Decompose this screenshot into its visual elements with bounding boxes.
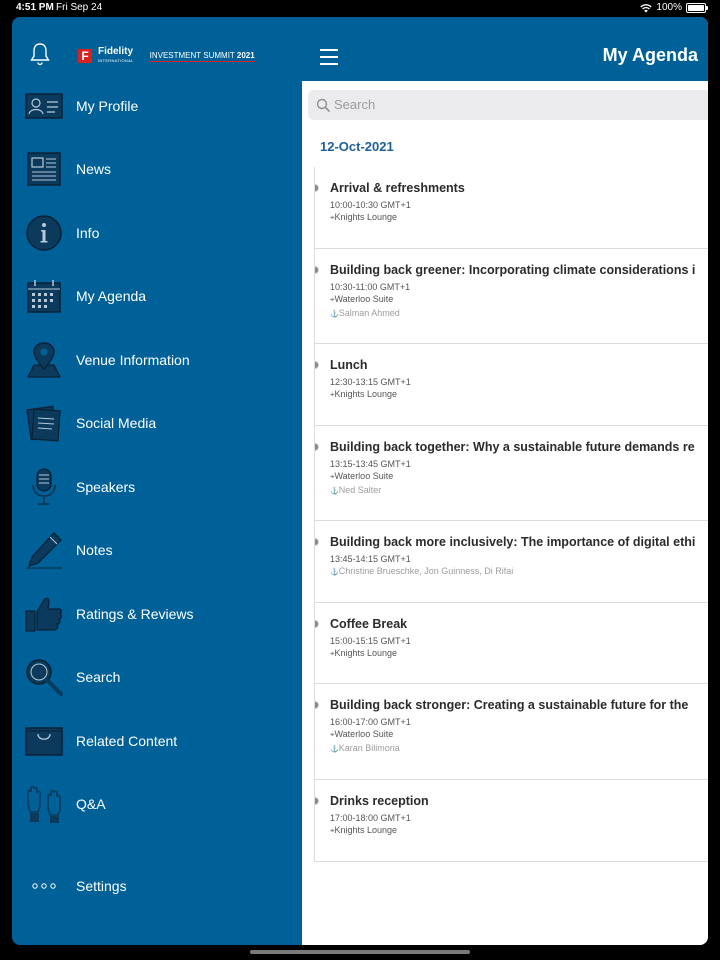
sidebar-item-my-agenda[interactable] bbox=[12, 268, 302, 324]
agenda-item[interactable] bbox=[314, 249, 708, 344]
event-time: 10:00-10:30 GMT+1 bbox=[330, 200, 411, 210]
battery-percent: 100% bbox=[656, 2, 682, 13]
sidebar-item-info[interactable] bbox=[12, 205, 302, 261]
event-title: Drinks reception bbox=[330, 794, 429, 808]
timeline-dot bbox=[314, 620, 319, 628]
status-date: Fri Sep 24 bbox=[56, 2, 103, 13]
brand-sub: INTERNATIONAL bbox=[98, 58, 134, 63]
sidebar-item-label: Info bbox=[76, 225, 100, 241]
sidebar-item-label: Search bbox=[76, 669, 121, 685]
sidebar-item-speakers[interactable] bbox=[12, 459, 302, 515]
agenda-list bbox=[314, 167, 708, 862]
event-location: ⌖ Knights Lounge bbox=[330, 648, 397, 659]
timeline-dot bbox=[314, 797, 319, 805]
raised-hands-icon bbox=[24, 784, 64, 824]
sidebar-item-news[interactable] bbox=[12, 141, 302, 197]
fidelity-f-mark: F bbox=[78, 49, 92, 63]
event-title: Coffee Break bbox=[330, 617, 408, 631]
app-window bbox=[12, 17, 708, 945]
thumbs-up-icon bbox=[24, 594, 64, 634]
newspaper-icon bbox=[24, 149, 64, 189]
search-input[interactable] bbox=[308, 90, 708, 120]
sidebar-item-my-profile[interactable] bbox=[12, 78, 302, 134]
agenda-item[interactable] bbox=[314, 603, 708, 684]
sidebar-item-ratings-reviews[interactable] bbox=[12, 586, 302, 642]
sidebar-item-label: Related Content bbox=[76, 733, 178, 749]
event-location: ⌖ Waterloo Suite bbox=[330, 471, 393, 482]
status-time: 4:51 PM bbox=[16, 2, 54, 13]
info-icon bbox=[24, 213, 64, 253]
event-speaker: ⚓ Ned Salter bbox=[330, 485, 381, 495]
agenda-panel bbox=[302, 17, 708, 945]
magnifier-icon bbox=[24, 657, 64, 697]
sidebar-item-label: Venue Information bbox=[76, 352, 190, 368]
event-time: 12:30-13:15 GMT+1 bbox=[330, 377, 411, 387]
map-pin-icon bbox=[24, 340, 64, 380]
event-speaker: ⚓ Christine Brueschke, Jon Guinness, Di Rifai bbox=[330, 566, 513, 576]
sidebar-item-qa[interactable] bbox=[12, 776, 302, 832]
sidebar-item-label: Q&A bbox=[76, 796, 106, 812]
event-location: ⌖ Knights Lounge bbox=[330, 212, 397, 223]
pen-icon bbox=[24, 530, 64, 570]
sidebar-item-label: News bbox=[76, 161, 112, 177]
timeline-dot bbox=[314, 443, 319, 451]
status-indicators bbox=[640, 0, 706, 16]
sidebar-item-notes[interactable] bbox=[12, 522, 302, 578]
event-time: 13:15-13:45 GMT+1 bbox=[330, 459, 411, 469]
sidebar-item-label: Notes bbox=[76, 542, 113, 558]
agenda-item[interactable] bbox=[314, 780, 708, 862]
event-title: Building back more inclusively: The importance of digital ethi bbox=[330, 535, 696, 549]
top-bar bbox=[302, 17, 708, 81]
event-title: Arrival & refreshments bbox=[330, 181, 465, 195]
sidebar-item-label: My Agenda bbox=[76, 288, 147, 304]
event-time: 13:45-14:15 GMT+1 bbox=[330, 554, 411, 564]
sidebar-item-related-content[interactable] bbox=[12, 713, 302, 769]
agenda-date: 12-Oct-2021 bbox=[320, 139, 394, 154]
summit-name: INVESTMENT SUMMIT bbox=[149, 50, 235, 60]
menu-icon[interactable] bbox=[320, 49, 338, 65]
event-location: ⌖ Waterloo Suite bbox=[330, 294, 393, 305]
event-speaker: ⚓ Karan Bilimoria bbox=[330, 743, 400, 753]
search-icon bbox=[316, 98, 330, 112]
sidebar-item-search[interactable] bbox=[12, 649, 302, 705]
id-card-icon bbox=[24, 86, 64, 126]
sidebar-item-label: Ratings & Reviews bbox=[76, 606, 194, 622]
sidebar-item-settings[interactable] bbox=[12, 858, 302, 914]
event-title: Building back together: Why a sustainable future demands re bbox=[330, 440, 695, 454]
timeline-dot bbox=[314, 361, 319, 369]
agenda-item[interactable] bbox=[314, 521, 708, 603]
sidebar-item-label: Speakers bbox=[76, 479, 136, 495]
event-title: Building back stronger: Creating a sustainable future for the bbox=[330, 698, 689, 712]
summit-year: 2021 bbox=[236, 50, 255, 60]
battery-icon bbox=[686, 3, 706, 13]
sidebar-item-label: My Profile bbox=[76, 98, 139, 114]
microphone-icon bbox=[24, 467, 64, 507]
wifi-icon bbox=[640, 3, 652, 13]
calendar-icon bbox=[24, 276, 64, 316]
bell-icon[interactable] bbox=[28, 41, 52, 67]
home-indicator[interactable] bbox=[250, 950, 470, 954]
event-time: 16:00-17:00 GMT+1 bbox=[330, 717, 411, 727]
sidebar-item-social-media[interactable] bbox=[12, 395, 302, 451]
timeline-dot bbox=[314, 701, 319, 709]
event-title: Lunch bbox=[330, 358, 368, 372]
search-placeholder: Search bbox=[334, 97, 376, 112]
sidebar bbox=[12, 17, 302, 945]
timeline-dot bbox=[314, 538, 319, 546]
agenda-item[interactable] bbox=[314, 167, 708, 249]
sidebar-item-label: Settings bbox=[76, 878, 127, 894]
brand-name: Fidelity bbox=[98, 46, 134, 57]
event-time: 17:00-18:00 GMT+1 bbox=[330, 813, 411, 823]
dots-icon bbox=[24, 866, 64, 906]
summit-title bbox=[150, 51, 255, 62]
event-time: 10:30-11:00 GMT+1 bbox=[330, 282, 411, 292]
event-time: 15:00-15:15 GMT+1 bbox=[330, 636, 411, 646]
bag-icon bbox=[24, 721, 64, 761]
event-location: ⌖ Knights Lounge bbox=[330, 389, 397, 400]
page-title: My Agenda bbox=[602, 45, 698, 65]
status-bar bbox=[0, 0, 720, 16]
sidebar-item-venue-information[interactable] bbox=[12, 332, 302, 388]
fidelity-wordmark bbox=[98, 47, 134, 65]
event-location: ⌖ Knights Lounge bbox=[330, 825, 397, 836]
event-speaker: ⚓ Salman Ahmed bbox=[330, 308, 400, 318]
agenda-item[interactable] bbox=[314, 426, 708, 521]
event-location: ⌖ Waterloo Suite bbox=[330, 729, 393, 740]
documents-icon bbox=[24, 403, 64, 443]
event-title: Building back greener: Incorporating climate considerations i bbox=[330, 263, 696, 277]
timeline-dot bbox=[314, 184, 319, 192]
summit-logo bbox=[78, 47, 255, 65]
timeline-dot bbox=[314, 266, 319, 274]
agenda-item[interactable] bbox=[314, 684, 708, 780]
agenda-item[interactable] bbox=[314, 344, 708, 426]
sidebar-item-label: Social Media bbox=[76, 415, 157, 431]
